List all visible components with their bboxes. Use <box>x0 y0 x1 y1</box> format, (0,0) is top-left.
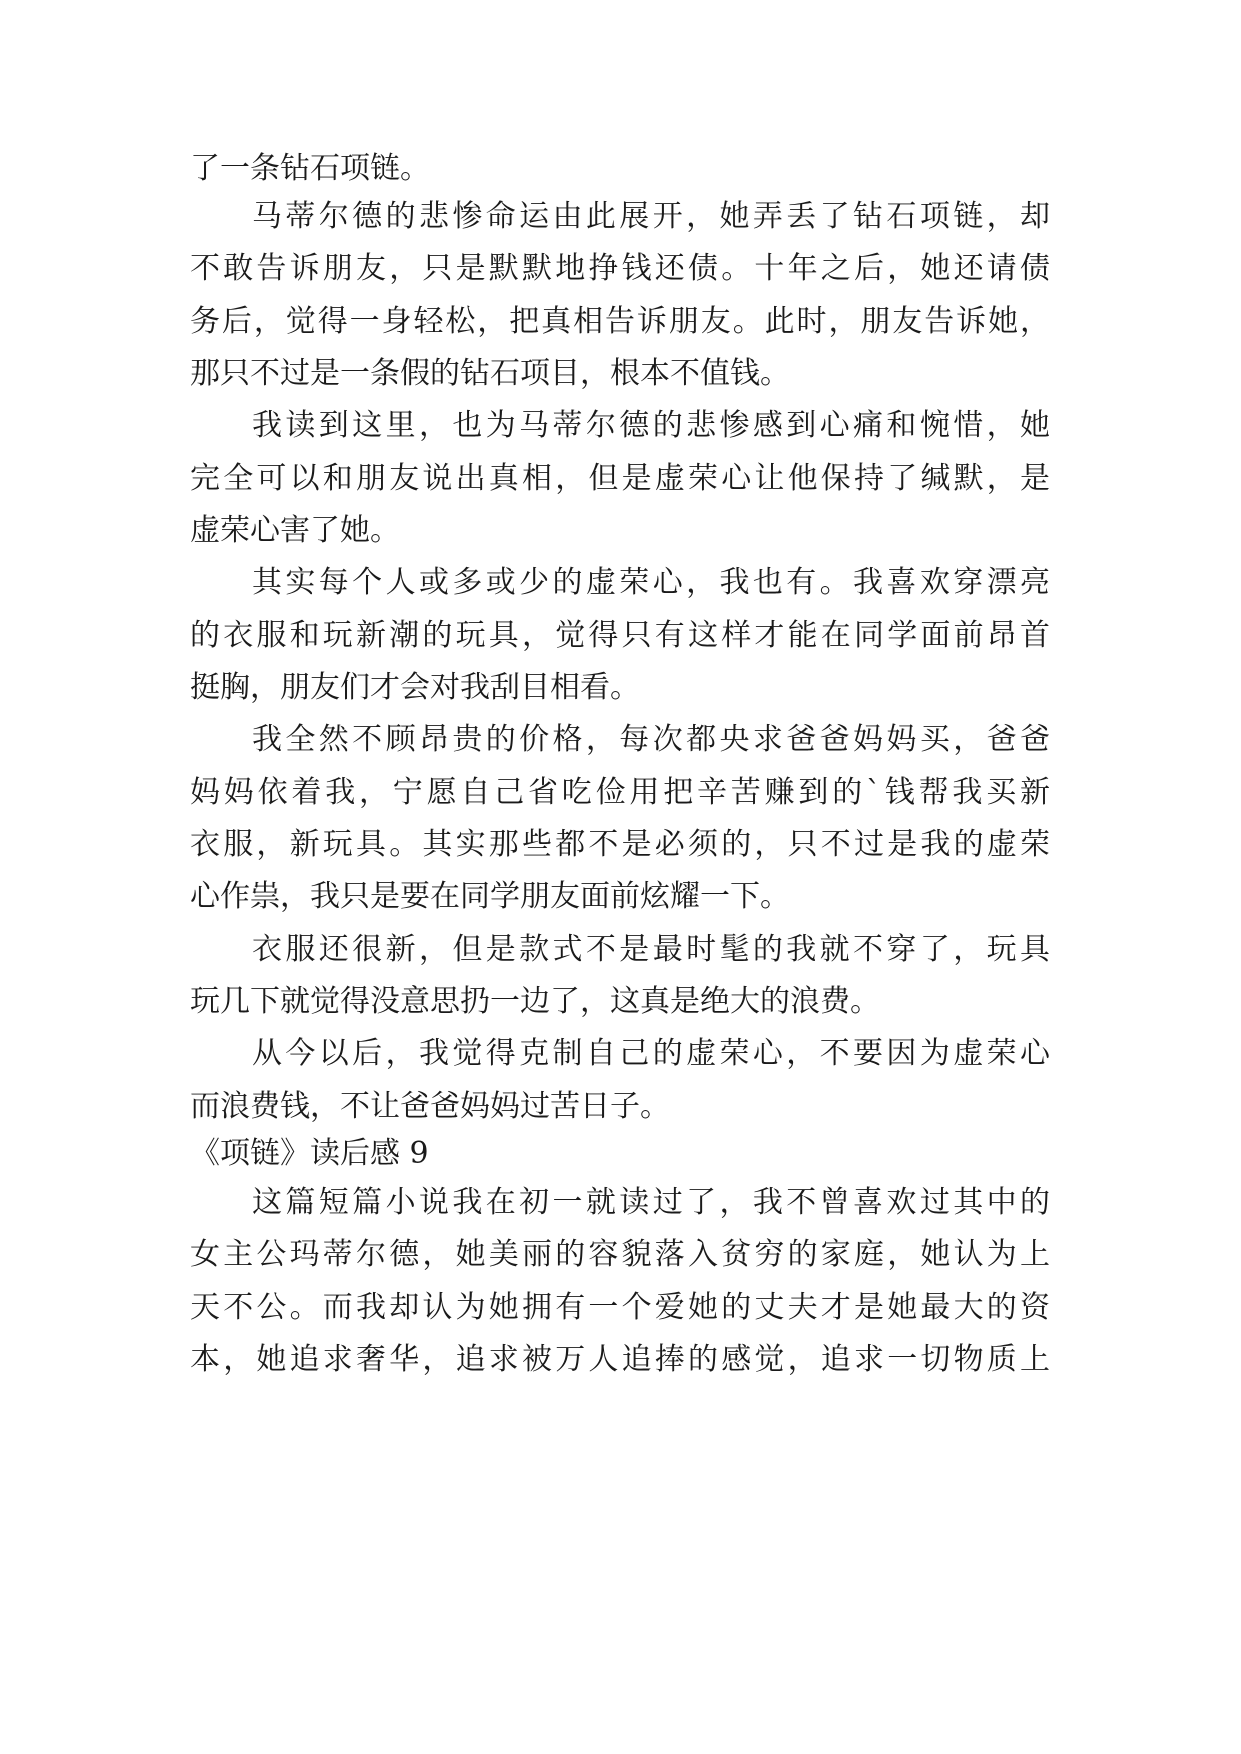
text-line: 从今以后，我觉得克制自己的虚荣心，不要因为虚荣心 <box>252 1036 1050 1071</box>
text-line: 妈妈依着我，宁愿自己省吃俭用把辛苦赚到的`钱帮我买新 <box>190 775 1050 810</box>
text-line: 的衣服和玩新潮的玩具，觉得只有这样才能在同学面前昂首 <box>190 618 1050 653</box>
text-line: 女主公玛蒂尔德，她美丽的容貌落入贫穷的家庭，她认为上 <box>190 1237 1050 1272</box>
text-line: 而浪费钱，不让爸爸妈妈过苦日子。 <box>190 1089 670 1124</box>
text-line: 完全可以和朋友说出真相，但是虚荣心让他保持了缄默，是 <box>190 461 1050 496</box>
text-line: 衣服还很新，但是款式不是最时髦的我就不穿了，玩具 <box>252 932 1050 967</box>
text-line: 挺胸，朋友们才会对我刮目相看。 <box>190 670 640 705</box>
text-line: 心作祟，我只是要在同学朋友面前炫耀一下。 <box>190 879 790 914</box>
text-line: 那只不过是一条假的钻石项目，根本不值钱。 <box>190 356 790 391</box>
text-line: 马蒂尔德的悲惨命运由此展开，她弄丢了钻石项链，却 <box>252 199 1050 234</box>
text-line: 本，她追求奢华，追求被万人追捧的感觉，追求一切物质上 <box>190 1342 1050 1377</box>
text-line: 我读到这里，也为马蒂尔德的悲惨感到心痛和惋惜，她 <box>252 408 1050 443</box>
text-line: 天不公。而我却认为她拥有一个爱她的丈夫才是她最大的资 <box>190 1290 1050 1325</box>
section-heading: 《项链》读后感 9 <box>190 1136 429 1171</box>
text-line: 务后，觉得一身轻松，把真相告诉朋友。此时，朋友告诉她， <box>190 304 1050 339</box>
text-line: 这篇短篇小说我在初一就读过了，我不曾喜欢过其中的 <box>252 1185 1050 1220</box>
text-line: 玩几下就觉得没意思扔一边了，这真是绝大的浪费。 <box>190 984 880 1019</box>
text-line: 虚荣心害了她。 <box>190 513 400 548</box>
text-line: 其实每个人或多或少的虚荣心，我也有。我喜欢穿漂亮 <box>252 565 1050 600</box>
text-line: 了一条钻石项链。 <box>190 151 430 186</box>
text-line: 我全然不顾昂贵的价格，每次都央求爸爸妈妈买，爸爸 <box>252 722 1050 757</box>
text-line: 衣服，新玩具。其实那些都不是必须的，只不过是我的虚荣 <box>190 827 1050 862</box>
text-line: 不敢告诉朋友，只是默默地挣钱还债。十年之后，她还请债 <box>190 251 1050 286</box>
